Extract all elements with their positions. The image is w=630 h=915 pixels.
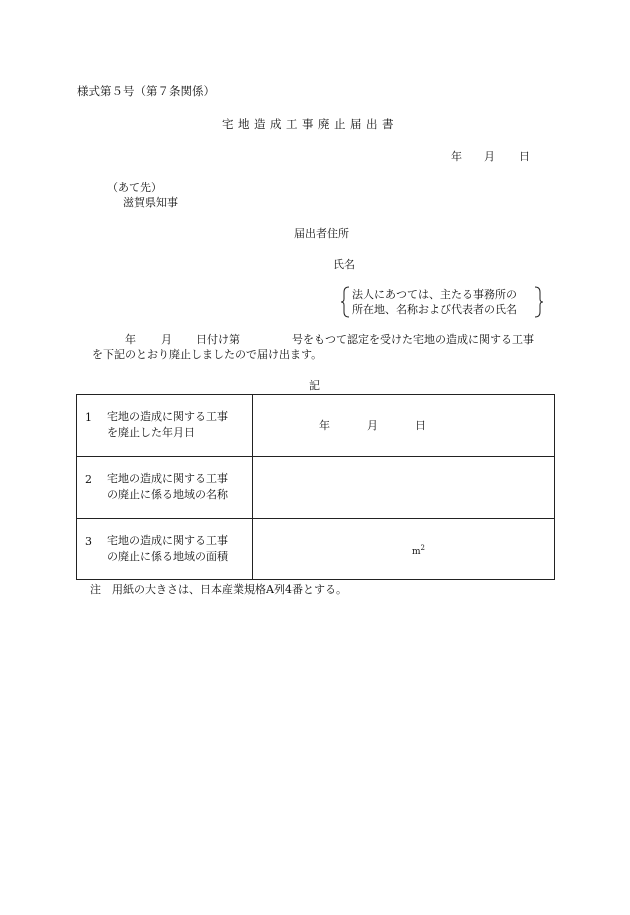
addressee-label: （あて先） <box>107 181 162 194</box>
row-label <box>107 471 228 503</box>
body-line-2: を下記のとおり廃止しましたので届け出ます。 <box>92 348 323 361</box>
row-label-line-1: 宅地の造成に関する工事 <box>107 472 228 485</box>
note-line-2: 所在地、名称および代表者の氏名 <box>352 303 517 316</box>
details-table <box>76 394 555 580</box>
body-reference-text: 号をもつて認定を受けた宅地の造成に関する工事 <box>292 333 534 346</box>
body-month-label: 月 <box>161 333 172 346</box>
area-unit-base: m <box>412 547 421 557</box>
footnote: 注 用紙の大きさは、日本産業規格A列4番とする。 <box>90 583 347 596</box>
corporation-note <box>340 286 544 318</box>
row-label <box>107 533 228 565</box>
value-month-label: 月 <box>367 419 378 432</box>
body-year-label: 年 <box>125 333 136 346</box>
row-label-line-2: の廃止に係る地域の面積 <box>107 550 228 563</box>
row-divider <box>77 456 554 457</box>
row-label-line-2: を廃止した年月日 <box>107 426 195 439</box>
value-year-label: 年 <box>319 419 330 432</box>
notifier-name-label: 氏名 <box>333 258 355 271</box>
notifier-address-label: 届出者住所 <box>294 227 349 240</box>
row-number: 1 <box>85 411 92 424</box>
date-day-label: 日 <box>519 150 530 163</box>
ki-heading: 記 <box>309 379 320 392</box>
row-label-line-2: の廃止に係る地域の名称 <box>107 488 228 501</box>
document-title: 宅地造成工事廃止届出書 <box>222 117 398 131</box>
row-label-line-1: 宅地の造成に関する工事 <box>107 534 228 547</box>
row-label <box>107 409 228 441</box>
row-number: 3 <box>85 535 92 548</box>
date-month-label: 月 <box>484 150 495 163</box>
area-unit <box>412 545 425 557</box>
value-day-label: 日 <box>415 419 426 432</box>
row-divider <box>77 518 554 519</box>
note-line-1: 法人にあつては、主たる事務所の <box>352 288 517 301</box>
row-label-line-1: 宅地の造成に関する工事 <box>107 410 228 423</box>
addressee-name: 滋賀県知事 <box>123 196 178 209</box>
date-year-label: 年 <box>451 150 462 163</box>
row-number: 2 <box>85 473 92 486</box>
form-number: 様式第５号（第７条関係） <box>77 84 215 98</box>
column-divider <box>252 395 253 579</box>
body-dated-label: 日付け第 <box>196 333 240 346</box>
area-unit-exponent: 2 <box>420 544 426 552</box>
